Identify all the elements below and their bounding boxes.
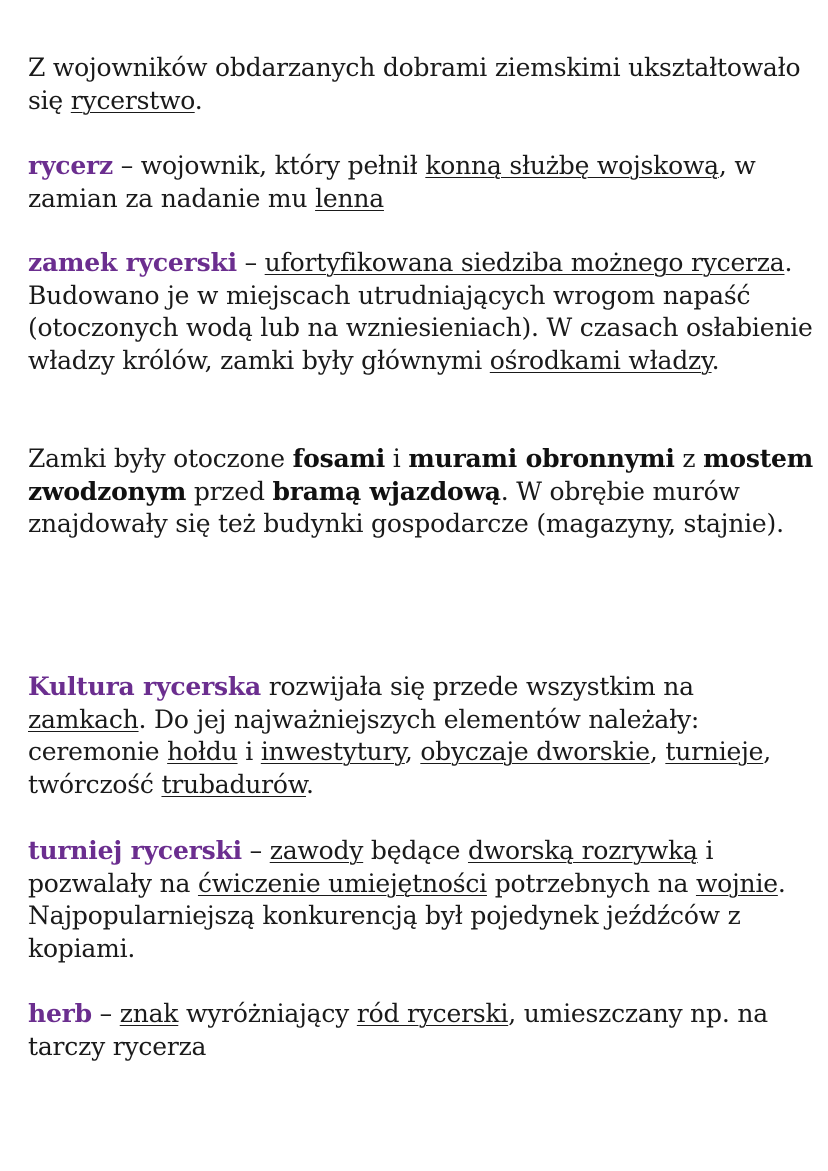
bold-term: fosami	[292, 444, 386, 473]
text: potrzebnych na	[486, 868, 696, 898]
text: ,	[649, 737, 666, 766]
underlined-term: rycerstwo	[70, 85, 195, 115]
definition-herb	[28, 998, 818, 1063]
bold-term: mostem zwodzonym	[28, 444, 814, 506]
term-heading: herb	[28, 999, 92, 1028]
text: przed	[186, 476, 273, 506]
term-heading: Kultura rycerska	[28, 672, 262, 701]
text: i pozwalały na	[28, 836, 714, 898]
text: –	[241, 836, 270, 865]
underlined-term: ćwiczenie umiejętności	[197, 868, 487, 898]
underlined-term: dworską rozrywką	[467, 836, 698, 865]
underlined-term: ośrodkami władzy	[489, 345, 712, 375]
underlined-term: obyczaje dworskie	[420, 737, 650, 766]
text: i	[237, 737, 261, 766]
text: , umieszczany np. na tarczy rycerza	[28, 999, 768, 1061]
underlined-term: znak	[119, 999, 179, 1028]
text: –	[91, 999, 120, 1028]
underlined-term: lenna	[315, 183, 384, 213]
underlined-term: zamkach	[28, 704, 139, 734]
text: , twórczość	[28, 737, 772, 799]
text: wyróżniający	[178, 999, 357, 1028]
bold-term: murami obronnymi	[408, 444, 675, 473]
paragraph-rycerstwo	[28, 52, 818, 117]
underlined-term: ród rycerski	[356, 999, 509, 1028]
underlined-term: hołdu	[167, 737, 238, 766]
term-heading: turniej rycerski	[28, 836, 242, 865]
underlined-term: inwestytury	[260, 737, 405, 766]
underlined-term: konną służbę wojskową	[425, 151, 719, 180]
underlined-term: wojnie	[695, 868, 778, 898]
underlined-term: ufortyfikowana siedziba możnego rycerza	[264, 248, 785, 277]
text: –	[236, 248, 265, 277]
definition-zamek-rycerski	[28, 247, 818, 377]
definition-rycerz	[28, 150, 818, 215]
definition-turniej-rycerski	[28, 835, 818, 965]
text: z	[674, 444, 704, 473]
text: Z wojowników obdarzanych dobrami ziemskimi ukształtowało się	[28, 53, 801, 115]
text: – wojownik, który pełnił	[113, 151, 426, 180]
underlined-term: trubadurów	[161, 769, 306, 799]
paragraph-kultura-rycerska	[28, 671, 818, 801]
text: . Najpopularniejszą konkurencją był pojedynek jeźdźców z kopiami.	[28, 868, 786, 963]
term-heading: rycerz	[28, 151, 113, 180]
underlined-term: zawody	[269, 836, 364, 865]
text: . W obrębie murów znajdowały się też budynki gospodarcze (magazyny, stajnie).	[28, 476, 784, 538]
text: Zamki były otoczone	[28, 444, 293, 473]
text: rozwijała się przede wszystkim na	[261, 672, 694, 701]
text: .	[711, 345, 720, 375]
text: ,	[404, 737, 421, 766]
text: .	[194, 85, 203, 115]
underlined-term: turnieje	[665, 737, 764, 766]
paragraph-zamki-otoczone	[28, 443, 818, 541]
text: będące	[363, 836, 468, 865]
bold-term: bramą wjazdową	[272, 476, 501, 506]
text: , w zamian za nadanie mu	[28, 151, 756, 213]
term-heading: zamek rycerski	[28, 248, 237, 277]
text: .	[306, 769, 314, 799]
text: . Budowano je w miejscach utrudniających wrogom napaść (otoczonych wodą lub na wzniesieniach). W czasach osłabienie władzy królów, zamki były głównymi	[28, 248, 813, 375]
text: i	[385, 444, 409, 473]
text: . Do jej najważniejszych elementów należały: ceremonie	[28, 704, 700, 766]
